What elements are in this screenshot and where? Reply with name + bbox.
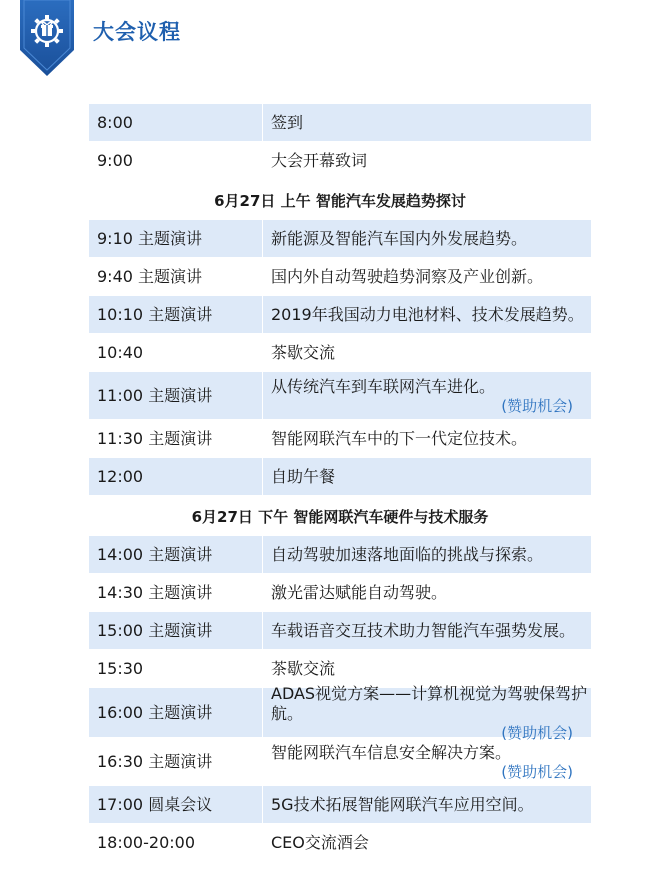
agenda-topic: 智能网联汽车中的下一代定位技术。 (271, 428, 528, 448)
agenda-topic: 从传统汽车到车联网汽车进化。 (271, 376, 496, 396)
agenda-topic-cell (263, 545, 591, 565)
agenda-topic-cell (263, 113, 591, 133)
agenda-topic-cell (263, 305, 591, 325)
agenda-topic: 大会开幕致词 (271, 150, 368, 170)
agenda-topic-cell (263, 377, 591, 415)
agenda-time: 14:00 主题演讲 (89, 536, 263, 573)
agenda-row (89, 786, 591, 824)
agenda-topic: 国内外自动驾驶趋势洞察及产业创新。 (271, 266, 544, 286)
agenda-topic: 车载语音交互技术助力智能汽车强势发展。 (271, 620, 576, 640)
agenda-topic: ADAS视觉方案——计算机视觉为驾驶保驾护航。 (271, 683, 588, 723)
agenda-row (89, 824, 591, 862)
agenda-topic: 智能网联汽车信息安全解决方案。 (271, 742, 512, 762)
agenda-topic: 茶歇交流 (271, 342, 336, 362)
section-heading: 6月27日 上午 智能汽车发展趋势探讨 (214, 191, 466, 210)
agenda-topic-cell (263, 659, 591, 679)
agenda-topic: 茶歇交流 (271, 658, 336, 678)
agenda-topic-cell (263, 267, 591, 287)
agenda-row (89, 258, 591, 296)
agenda-time: 12:00 (89, 458, 263, 495)
agenda-time: 16:30 主题演讲 (89, 738, 263, 785)
agenda-row (89, 650, 591, 688)
agenda-time: 15:00 主题演讲 (89, 612, 263, 649)
agenda-row (89, 574, 591, 612)
agenda-time: 11:00 主题演讲 (89, 372, 263, 419)
agenda-topic-cell (263, 795, 591, 815)
agenda-row (89, 372, 591, 420)
agenda-topic-cell (263, 621, 591, 641)
agenda-row (89, 420, 591, 458)
agenda-topic: CEO交流酒会 (271, 832, 369, 852)
agenda-time: 16:00 主题演讲 (89, 688, 263, 737)
agenda-topic-cell (263, 229, 591, 249)
agenda-topic: 签到 (271, 112, 304, 132)
agenda-row (89, 104, 591, 142)
agenda-topic-cell (263, 343, 591, 363)
agenda-topic-cell (263, 151, 591, 171)
agenda-topic: 自动驾驶加速落地面临的挑战与探索。 (271, 544, 544, 564)
agenda-topic: 激光雷达赋能自动驾驶。 (271, 582, 448, 602)
agenda-time: 9:10 主题演讲 (89, 220, 263, 257)
agenda-time: 17:00 圆桌会议 (89, 786, 263, 823)
agenda-time: 18:00-20:00 (89, 824, 263, 861)
sponsor-note: (赞助机会) (501, 723, 573, 742)
agenda-row (89, 612, 591, 650)
sponsor-note: (赞助机会) (501, 762, 573, 781)
agenda-time: 9:40 主题演讲 (89, 258, 263, 295)
agenda-topic-cell (263, 467, 591, 487)
agenda-topic-cell (263, 684, 591, 742)
agenda-topic-cell (263, 429, 591, 449)
agenda-topic: 自助午餐 (271, 466, 336, 486)
agenda-topic-cell (263, 583, 591, 603)
agenda-row (89, 296, 591, 334)
header-badge (20, 0, 74, 76)
agenda-topic: 新能源及智能汽车国内外发展趋势。 (271, 228, 528, 248)
agenda-time: 15:30 (89, 650, 263, 687)
page-title: 大会议程 (93, 20, 181, 44)
agenda-row (89, 536, 591, 574)
agenda-time: 10:10 主题演讲 (89, 296, 263, 333)
agenda-row (89, 142, 591, 180)
agenda-time: 11:30 主题演讲 (89, 420, 263, 457)
agenda-topic-cell (263, 833, 591, 853)
agenda-row (89, 220, 591, 258)
agenda-topic-cell (263, 743, 591, 781)
gear-gift-icon (20, 0, 74, 76)
agenda-row (89, 458, 591, 496)
agenda-time: 10:40 (89, 334, 263, 371)
agenda-time: 9:00 (89, 142, 263, 179)
section-heading: 6月27日 下午 智能网联汽车硬件与技术服务 (191, 507, 489, 526)
agenda-row (89, 334, 591, 372)
agenda-table (89, 104, 591, 862)
agenda-time: 8:00 (89, 104, 263, 141)
agenda-topic: 5G技术拓展智能网联汽车应用空间。 (271, 794, 534, 814)
sponsor-note: (赞助机会) (501, 396, 573, 415)
agenda-time: 14:30 主题演讲 (89, 574, 263, 611)
agenda-row (89, 683, 591, 742)
agenda-row (89, 738, 591, 786)
agenda-topic: 2019年我国动力电池材料、技术发展趋势。 (271, 304, 584, 324)
